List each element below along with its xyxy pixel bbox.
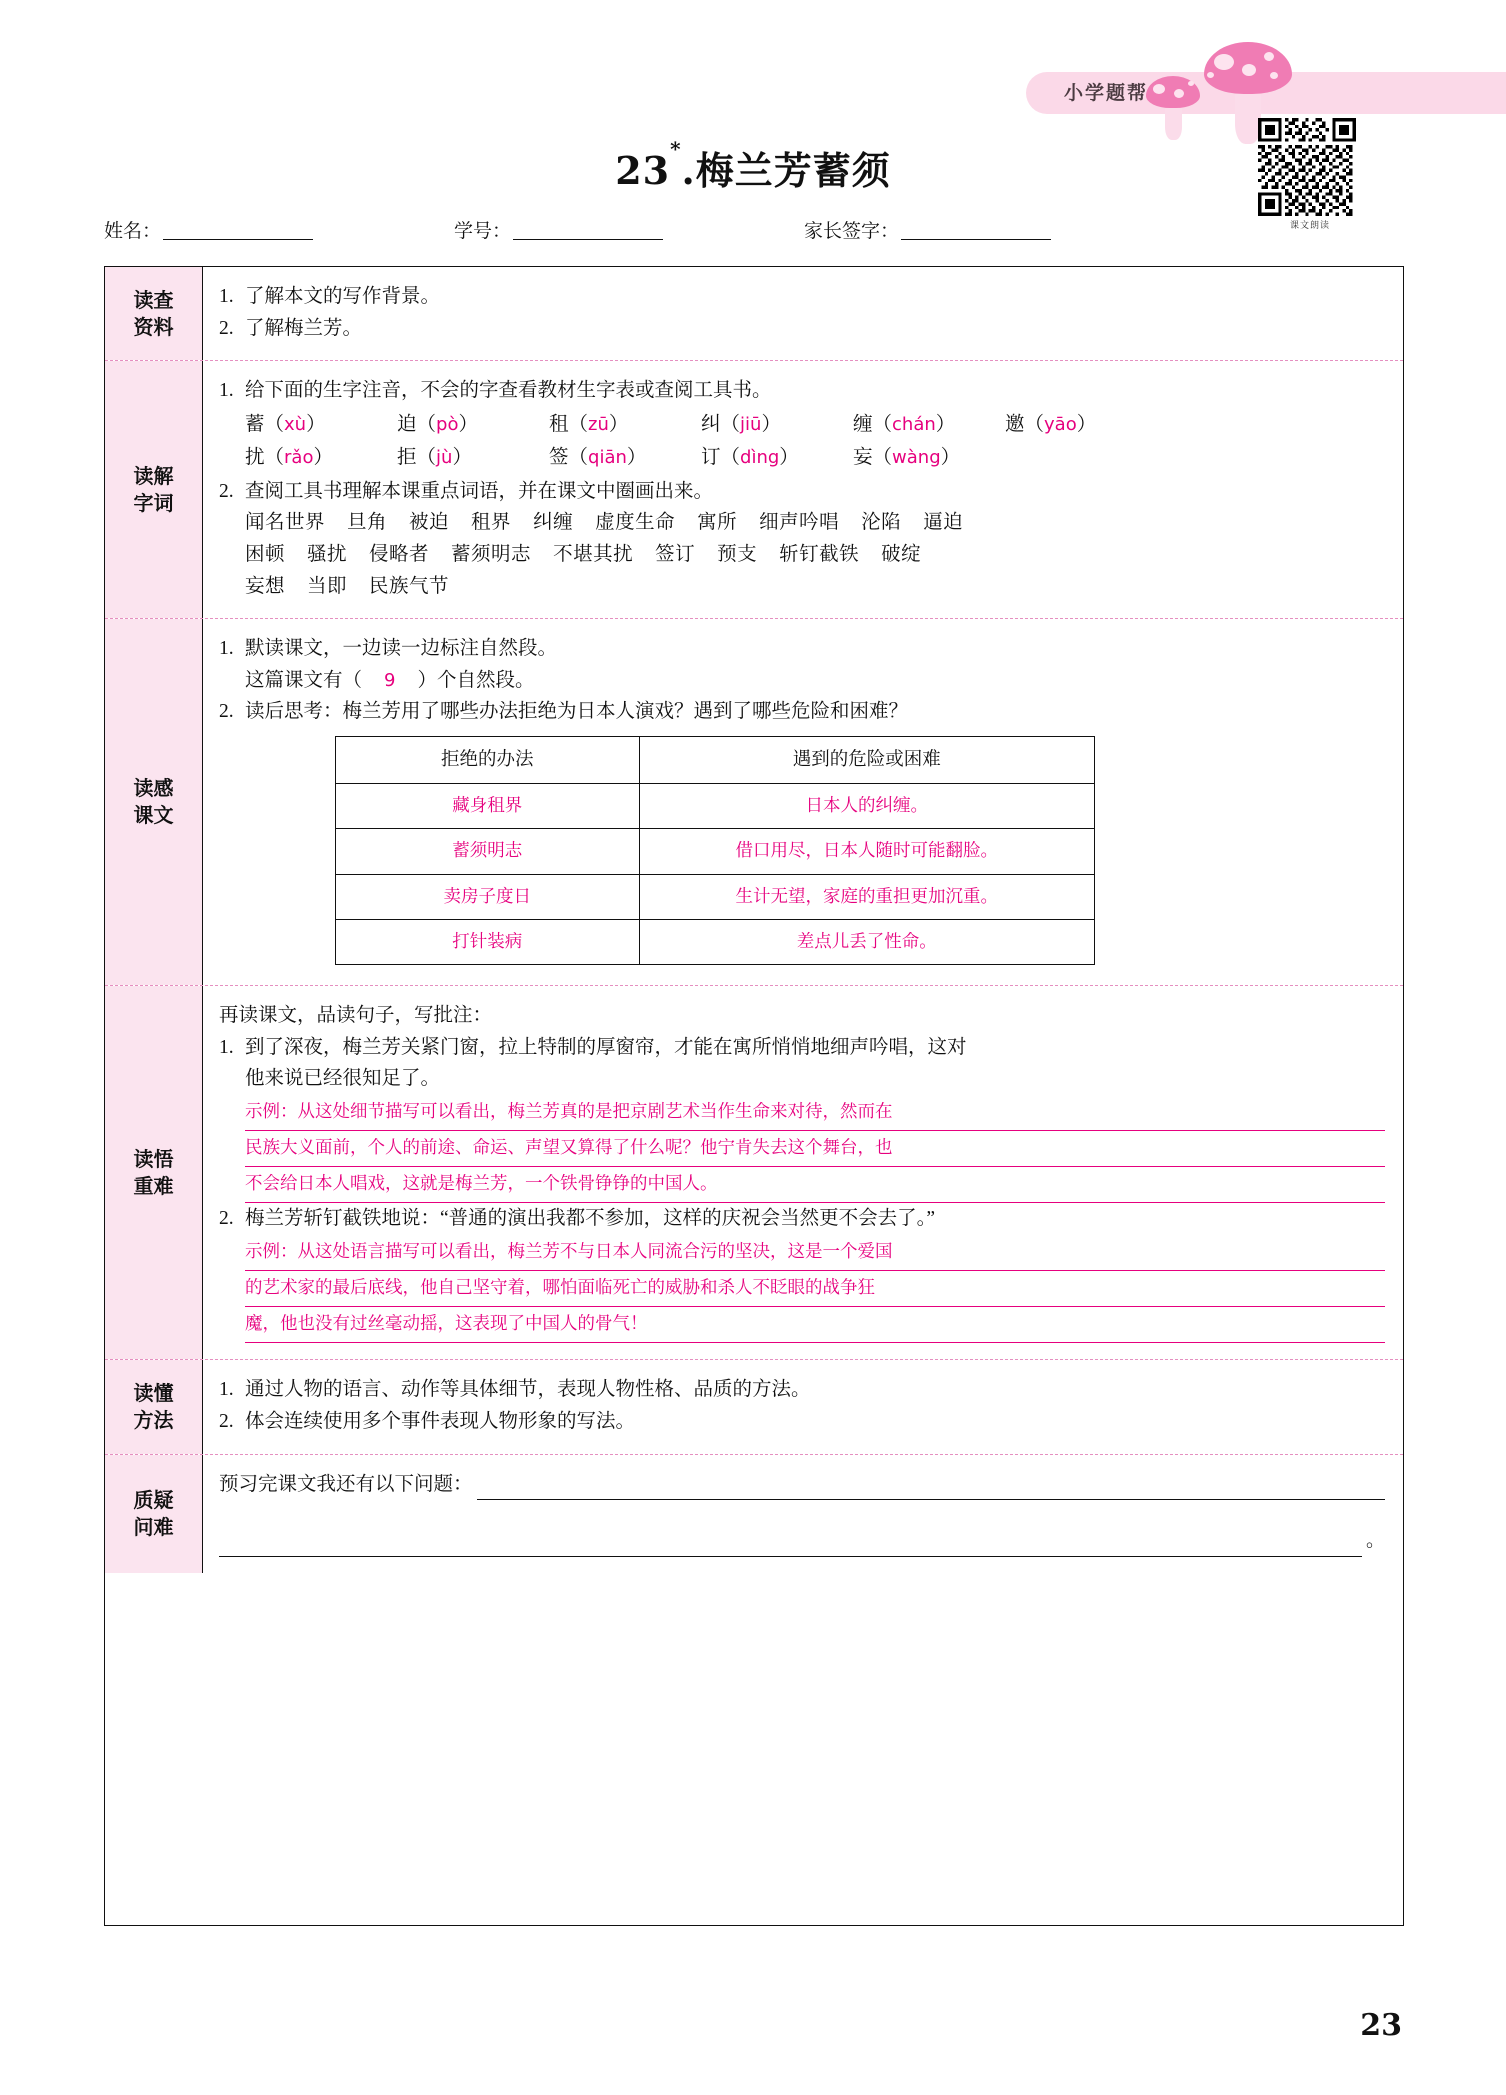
item-text: 默读课文，一边读一边标注自然段。	[245, 638, 558, 660]
name-field-group[interactable]	[104, 216, 313, 243]
item-text: 通过人物的语言、动作等具体细节，表现人物性格、品质的方法。	[245, 1379, 811, 1401]
word: 破绽	[881, 544, 922, 566]
section-body-key-points	[203, 986, 1403, 1359]
pinyin-answer: xù	[284, 413, 307, 435]
section-row-reading-comprehension	[105, 619, 1403, 986]
parent-signature-input-line[interactable]	[901, 220, 1051, 240]
pinyin-answer: zū	[588, 413, 609, 435]
pinyin-cell[interactable]: 订（dìng）	[701, 447, 799, 469]
section-label-methods	[105, 1360, 203, 1453]
column-header-methods: 拒绝的办法	[336, 736, 640, 783]
section-body-questions	[203, 1455, 1403, 1573]
quote-line-1: 到了深夜，梅兰芳关紧门窗，拉上特制的厚窗帘，才能在寓所悄悄地细声吟唱，这对	[245, 1036, 967, 1058]
annotation-line: 民族大义面前，个人的前途、命运、声望又算得了什么呢？他宁肯失去这个舞台，也	[245, 1131, 1385, 1167]
section-row-vocabulary	[105, 361, 1403, 619]
section-intro: 再读课文，品读句子，写批注：	[219, 1005, 493, 1027]
pinyin-cell[interactable]: 租（zū）	[549, 413, 629, 435]
pinyin-char: 缠	[853, 413, 873, 435]
table-row	[336, 783, 1095, 828]
question-end-mark: 。	[1365, 1530, 1385, 1552]
pinyin-cell[interactable]: 缠（chán）	[853, 413, 956, 435]
lesson-number: 23	[615, 148, 671, 193]
pinyin-char: 邀	[1005, 413, 1025, 435]
table-row	[336, 874, 1095, 919]
word-line	[245, 571, 1385, 603]
table-header-row	[336, 736, 1095, 783]
label-line-1: 读查	[133, 287, 174, 312]
parent-signature-field-group[interactable]	[804, 216, 1051, 243]
cell-method: 卖房子度日	[336, 874, 640, 919]
cell-danger: 日本人的纠缠。	[639, 783, 1094, 828]
paragraph-count-answer: 9	[384, 669, 396, 691]
list-item	[219, 1406, 1385, 1438]
section-body-methods	[203, 1360, 1403, 1453]
paragraph-count-suffix: ）个自然段。	[417, 669, 535, 691]
list-item	[219, 375, 1385, 407]
annotation-line: 示例：从这处细节描写可以看出，梅兰芳真的是把京剧艺术当作生命来对待，然而在	[245, 1095, 1385, 1131]
cell-danger: 生计无望，家庭的重担更加沉重。	[639, 874, 1094, 919]
section-label-reading-comprehension	[105, 619, 203, 985]
pinyin-row	[245, 409, 1385, 441]
question-input-line-1[interactable]	[477, 1478, 1385, 1500]
pinyin-cell[interactable]: 签（qiān）	[549, 447, 647, 469]
name-input-line[interactable]	[163, 220, 313, 240]
student-info-row	[104, 216, 1404, 250]
item-number: 1.	[219, 1379, 234, 1401]
item-number: 1.	[219, 1036, 234, 1058]
section-label-vocabulary	[105, 361, 203, 618]
cell-danger: 借口用尽，日本人随时可能翻脸。	[639, 829, 1094, 874]
annotation-line: 魔，他也没有过丝毫动摇，这表现了中国人的骨气！	[245, 1307, 1385, 1343]
word: 签订	[655, 544, 696, 566]
table-row	[336, 829, 1095, 874]
item-number: 1.	[219, 638, 234, 660]
label-line-2: 课文	[133, 803, 174, 828]
mushroom-small-icon	[1146, 76, 1200, 140]
word: 预支	[717, 544, 758, 566]
label-line-2: 重难	[133, 1173, 174, 1198]
word: 旦角	[347, 512, 388, 534]
pinyin-answer: dìng	[740, 447, 780, 469]
pinyin-answer: yāo	[1044, 413, 1077, 435]
brand-banner	[946, 54, 1506, 126]
item-text: 梅兰芳斩钉截铁地说：“普通的演出我都不参加，这样的庆祝会当然更不会去了。”	[245, 1208, 936, 1230]
item-text: 了解梅兰芳。	[245, 317, 363, 339]
pinyin-answer: chán	[892, 413, 936, 435]
item-number: 2.	[219, 317, 234, 339]
annotation-line: 不会给日本人唱戏，这就是梅兰芳，一个铁骨铮铮的中国人。	[245, 1167, 1385, 1203]
section-row-methods	[105, 1360, 1403, 1454]
label-line-1: 质疑	[133, 1487, 174, 1512]
list-item	[219, 1032, 1385, 1095]
item-text: 了解本文的写作背景。	[245, 286, 441, 307]
pinyin-exercise-grid	[219, 409, 1385, 474]
list-item	[219, 476, 1385, 508]
item-text	[245, 1032, 1385, 1095]
column-header-dangers: 遇到的危险或困难	[639, 736, 1094, 783]
section-row-key-points	[105, 986, 1403, 1360]
pinyin-char: 蓄	[245, 413, 265, 435]
question-prompt: 预习完课文我还有以下问题：	[219, 1473, 473, 1495]
quote-line-2: 他来说已经很知足了。	[245, 1068, 441, 1090]
list-item	[219, 1203, 1385, 1235]
title-dot: .	[681, 148, 696, 193]
word: 当即	[307, 575, 348, 597]
label-line-1: 读解	[133, 463, 174, 488]
brand-label: 小学题帮	[1064, 82, 1149, 104]
pinyin-cell[interactable]: 纠（jiū）	[701, 413, 781, 435]
word: 妄想	[245, 575, 286, 597]
pinyin-char: 妄	[853, 447, 873, 469]
word: 民族气节	[369, 575, 450, 597]
vocabulary-word-list	[219, 507, 1385, 602]
parent-signature-label: 家长签字：	[804, 221, 900, 242]
section-row-questions	[105, 1455, 1403, 1573]
cell-method: 蓄须明志	[336, 829, 640, 874]
label-line-2: 字词	[133, 490, 174, 515]
word: 虚度生命	[595, 512, 676, 534]
list-item	[219, 281, 1385, 313]
section-body-vocabulary	[203, 361, 1403, 618]
page-title	[0, 137, 1506, 195]
word: 闻名世界	[245, 512, 326, 534]
worksheet-table	[104, 266, 1404, 1926]
pinyin-cell[interactable]: 蓄（xù）	[245, 413, 326, 435]
word-line	[245, 539, 1385, 571]
cell-method: 打针装病	[336, 919, 640, 964]
lesson-name: 梅兰芳蓄须	[695, 148, 891, 193]
label-line-2: 资料	[133, 314, 174, 339]
list-item	[219, 633, 1385, 665]
word: 斩钉截铁	[779, 544, 860, 566]
pinyin-row	[245, 442, 1385, 474]
question-entry-line-1[interactable]	[219, 1469, 1385, 1501]
item-number: 2.	[219, 1410, 234, 1432]
annotation-line: 示例：从这处语言描写可以看出，梅兰芳不与日本人同流合污的坚决，这是一个爱国	[245, 1235, 1385, 1271]
item-text: 体会连续使用多个事件表现人物形象的写法。	[245, 1410, 636, 1432]
section-label-background-research	[105, 267, 203, 360]
word: 蓄须明志	[451, 544, 532, 566]
pinyin-cell[interactable]: 邀（yāo）	[1005, 413, 1097, 435]
pinyin-char: 迫	[397, 413, 417, 435]
section-body-background-research	[203, 267, 1403, 360]
pinyin-answer: pò	[436, 413, 459, 435]
section-label-questions	[105, 1455, 203, 1573]
item-number: 2.	[219, 1208, 234, 1230]
pinyin-answer: rǎo	[284, 447, 314, 469]
pinyin-answer: wàng	[892, 447, 941, 469]
word: 困顿	[245, 544, 286, 566]
annotation-line: 的艺术家的最后底线，他自己坚守着，哪怕面临死亡的威胁和杀人不眨眼的战争狂	[245, 1271, 1385, 1307]
word: 被迫	[409, 512, 450, 534]
question-entry-line-2[interactable]	[219, 1526, 1385, 1557]
student-id-field-group[interactable]	[454, 216, 663, 243]
pinyin-cell[interactable]: 迫（pò）	[397, 413, 478, 435]
word: 寓所	[697, 512, 738, 534]
page-number: 23	[1360, 2008, 1402, 2043]
pinyin-cell[interactable]: 拒（jù）	[397, 447, 472, 469]
label-line-1: 读悟	[133, 1146, 174, 1171]
word: 骚扰	[307, 544, 348, 566]
word: 纠缠	[533, 512, 574, 534]
lesson-star: *	[670, 137, 682, 162]
item-text: 给下面的生字注音，不会的字查看教材生字表或查阅工具书。	[245, 380, 772, 402]
pinyin-cell[interactable]: 扰（rǎo）	[245, 447, 333, 469]
word: 不堪其扰	[553, 544, 634, 566]
item-text: 查阅工具书理解本课重点词语，并在课文中圈画出来。	[245, 480, 714, 502]
pinyin-char: 拒	[397, 447, 417, 469]
word: 租界	[471, 512, 512, 534]
question-input-line-2[interactable]	[219, 1535, 1362, 1557]
pinyin-char: 签	[549, 447, 569, 469]
pinyin-char: 租	[549, 413, 569, 435]
list-item	[219, 1374, 1385, 1406]
label-line-1: 读懂	[133, 1380, 174, 1405]
item-number: 2.	[219, 480, 234, 502]
pinyin-answer: jù	[436, 447, 453, 469]
pinyin-char: 扰	[245, 447, 265, 469]
cell-danger: 差点儿丢了性命。	[639, 919, 1094, 964]
section-label-key-points	[105, 986, 203, 1359]
word: 沦陷	[861, 512, 902, 534]
student-id-input-line[interactable]	[513, 220, 663, 240]
cell-method: 藏身租界	[336, 783, 640, 828]
word-line	[245, 507, 1385, 539]
annotation-answer-1	[219, 1095, 1385, 1203]
pinyin-char: 订	[701, 447, 721, 469]
student-id-label: 学号：	[454, 221, 512, 242]
item-number: 2.	[219, 701, 234, 723]
pinyin-char: 纠	[701, 413, 721, 435]
annotation-answer-2	[219, 1235, 1385, 1343]
pinyin-cell[interactable]: 妄（wàng）	[853, 447, 961, 469]
section-body-reading-comprehension	[203, 619, 1403, 985]
item-number: 1.	[219, 286, 234, 307]
list-item	[219, 313, 1385, 345]
pinyin-answer: jiū	[740, 413, 762, 435]
paragraph-count-prefix: 这篇课文有（	[245, 669, 363, 691]
name-label: 姓名：	[104, 221, 162, 242]
refusal-methods-table	[335, 736, 1095, 965]
word: 侵略者	[369, 544, 430, 566]
word: 细声吟唱	[759, 512, 840, 534]
label-line-1: 读感	[133, 776, 174, 801]
item-number: 1.	[219, 380, 234, 402]
section-row-background-research	[105, 267, 1403, 361]
list-item	[219, 696, 1385, 728]
table-row	[336, 919, 1095, 964]
paragraph-count-line[interactable]	[219, 665, 1385, 697]
item-text: 读后思考：梅兰芳用了哪些办法拒绝为日本人演戏？遇到了哪些危险和困难？	[245, 701, 909, 723]
label-line-2: 问难	[133, 1514, 174, 1539]
pinyin-answer: qiān	[588, 447, 627, 469]
label-line-2: 方法	[133, 1407, 174, 1432]
word: 逼迫	[923, 512, 964, 534]
qr-caption: 课文朗读	[1289, 221, 1330, 231]
